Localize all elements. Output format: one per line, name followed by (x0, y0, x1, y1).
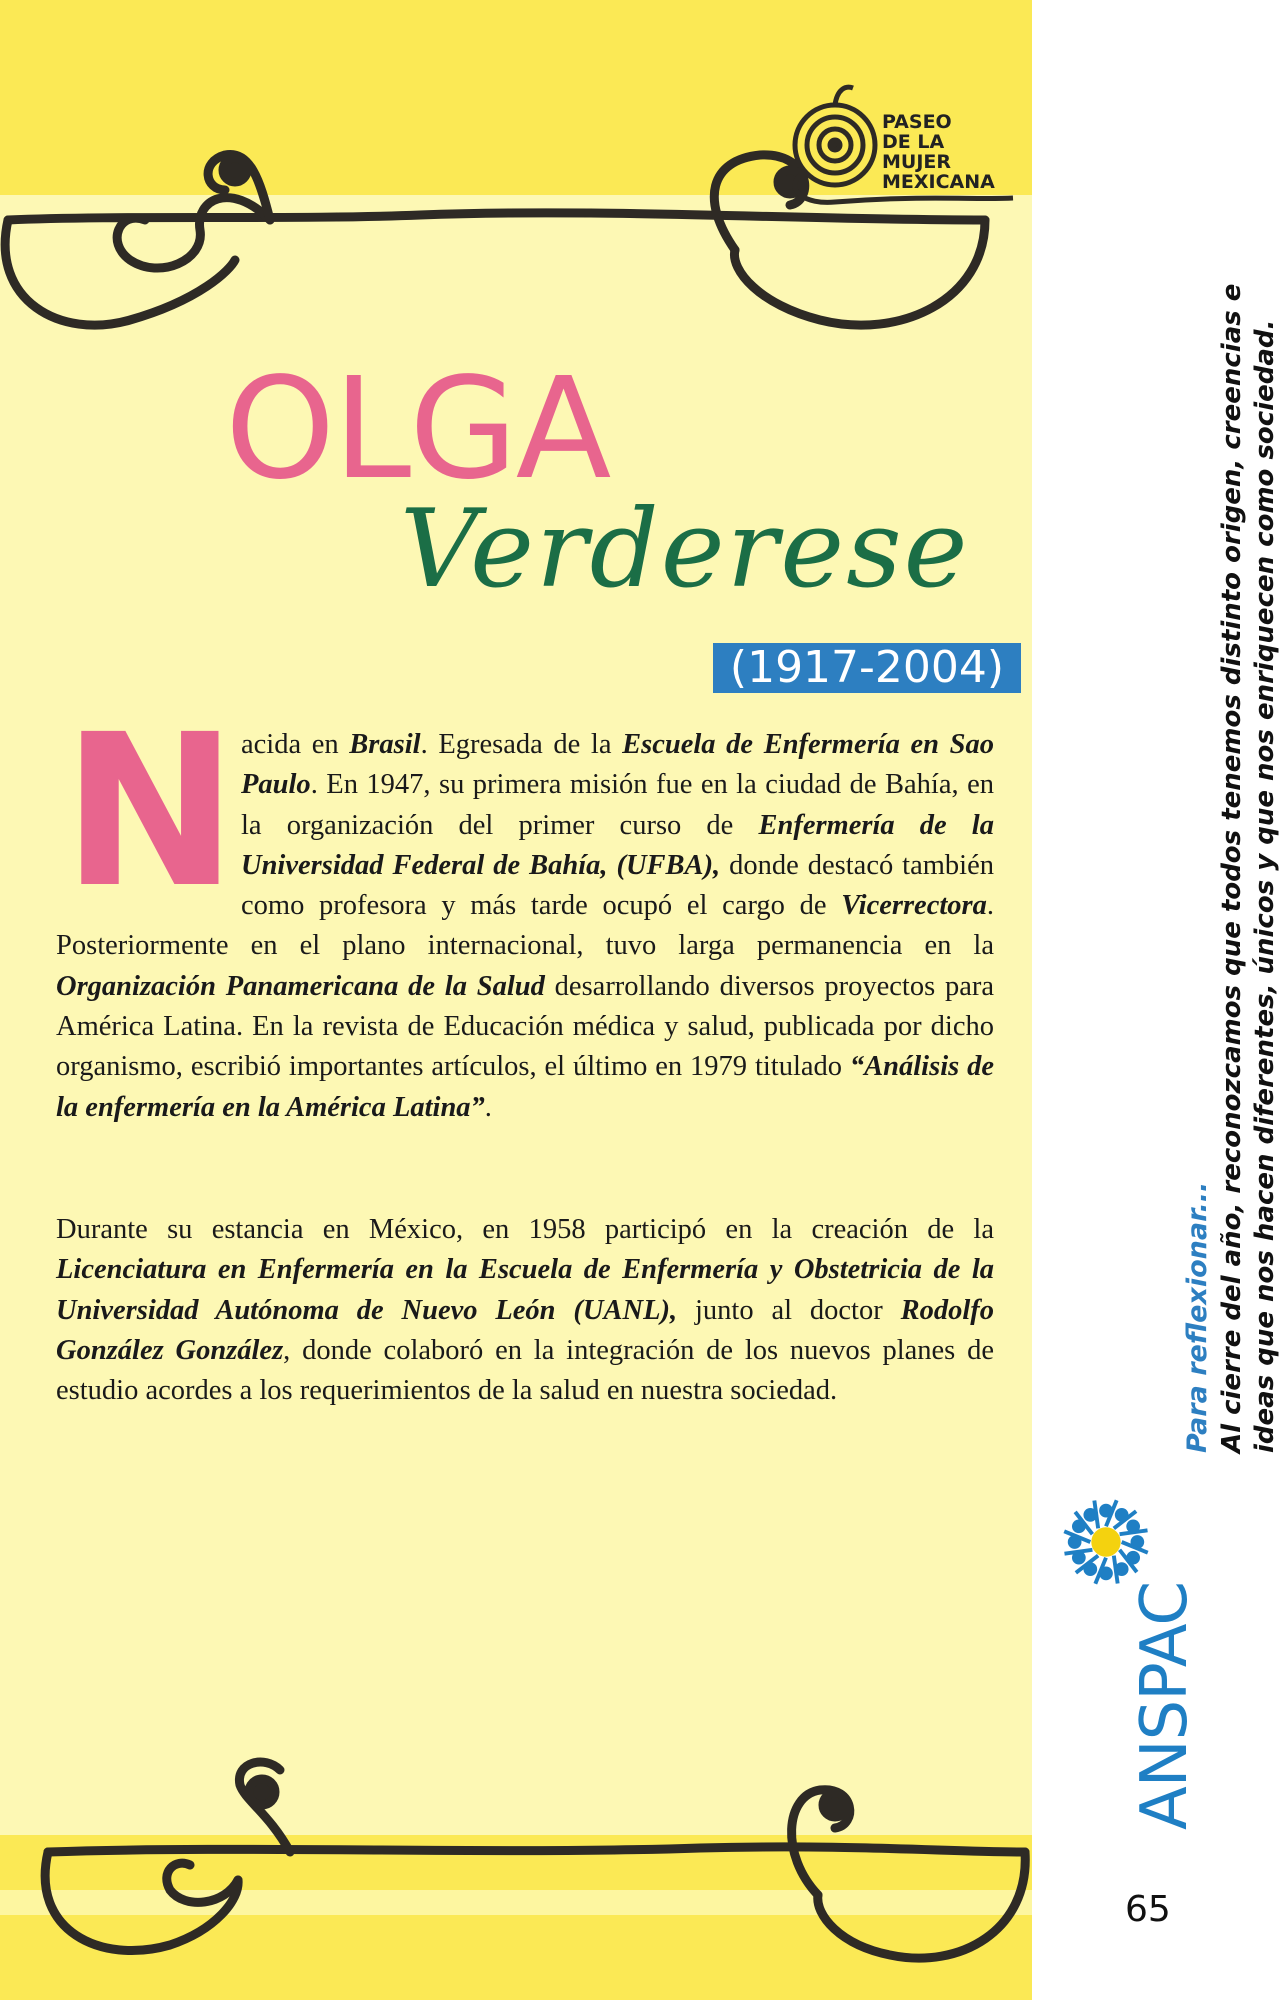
logo-line: MUJER (882, 151, 952, 173)
body-text: acida en (241, 729, 350, 760)
body-text: , donde colaboró en la integración de los nuevos planes de estudio acordes a los requerimientos de la salud en nuestra sociedad. (56, 1334, 994, 1407)
body-text: desarrollando diversos proyectos para América Latina. En la revista de Educación médica y salud, publicada por dicho organismo, escribió importantes artículos, el último en 1979 titulado (56, 970, 994, 1083)
title-years-badge: (1917-2004) (713, 643, 1021, 693)
emphasized-text: Escuela de Enfermería en Sao Paulo (241, 729, 994, 801)
emphasized-text: Organización Panamericana de la Salud (56, 970, 545, 1002)
bottom-scroll-ornament-icon (0, 1740, 1032, 2000)
emphasized-text: Enfermería de la Universidad Federal de Bahía, (UFBA), (241, 809, 994, 881)
body-text: . (484, 1091, 492, 1123)
logo-line: MEXICANA (882, 171, 995, 193)
logo-line: PASEO (882, 111, 952, 133)
body-text: . Posteriormente en el plano internacional, tuvo larga permanencia en la (56, 890, 994, 962)
title-first-name: OLGA (225, 348, 610, 511)
page-number: 65 (1125, 1889, 1171, 1930)
emphasized-text: Brasil (349, 729, 421, 760)
emphasized-text: Licenciatura en Enfermería en la Escuela de Enfermería y Obstetricia de la Universidad Autónoma de Nuevo León (UANL), (56, 1254, 994, 1326)
reflection-title: Para reflexionar... (1182, 1181, 1213, 1453)
bio-paragraph-1 (56, 725, 994, 1128)
drop-cap: N (62, 689, 238, 934)
bio-paragraph-2 (56, 1210, 994, 1411)
reflection-block (1180, 283, 1282, 1453)
anspac-brand-text: ANSPAC (1128, 1581, 1202, 1830)
reflection-text: Al cierre del año, reconozcamos que todos tenemos distinto origen, creencias e ideas que nos hacen diferentes, únicos y que nos enriquecen como sociedad. (1217, 283, 1280, 1453)
body-text: . Egresada de la (420, 729, 623, 760)
logo-line: DE LA (882, 131, 945, 153)
anspac-sun-people-icon (1057, 1493, 1155, 1591)
body-text: junto al doctor (677, 1294, 901, 1326)
emphasized-text: “Análisis de la enfermería en la América Latina” (56, 1051, 994, 1123)
emphasized-text: Rodolfo González González (56, 1294, 995, 1366)
paseo-logo-text (882, 112, 1032, 192)
body-text: Durante su estancia en México, en 1958 participó en la creación de la (56, 1214, 994, 1245)
title-last-name: Verderese (400, 487, 970, 612)
emphasized-text: Vicerrectora (841, 890, 987, 922)
body-text: . En 1947, su primera misión fue en la ciudad de Bahía, en la organización del primer curso de (241, 769, 994, 841)
body-text: donde destacó también como profesora y más tarde ocupó el cargo de (241, 849, 994, 922)
